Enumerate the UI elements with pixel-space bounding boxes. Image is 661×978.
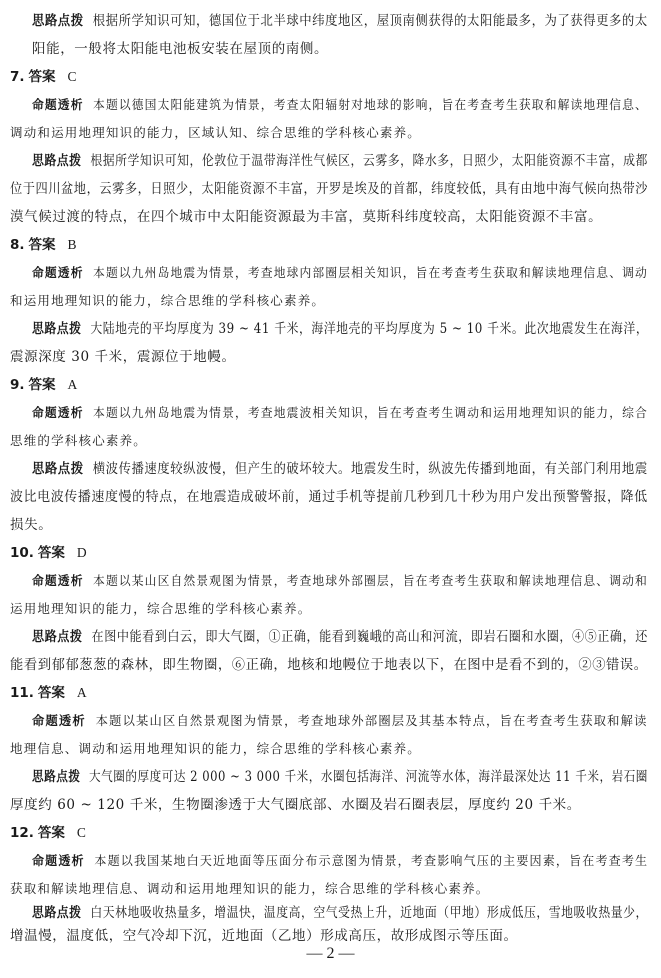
q8-explanation-cont: 震源深度 30 千米，震源位于地幔。	[10, 349, 236, 365]
q11-analysis-cont: 地理信息、调动和运用地理知识的能力，综合思维的学科核心素养。	[10, 741, 422, 756]
q7-explanation: 思路点拨 根据所学知识可知，伦敦位于温带海洋性气候区，云雾多，降水多，日照少，太阳能资源不丰富，成都	[32, 153, 648, 169]
q11-analysis: 命题透析 本题以某山区自然景观图为情景，考查地球外部圈层及其基本特点，旨在考查考生获取和解读	[32, 713, 648, 728]
q7-explanation-cont: 漠气候过渡的特点，在四个城市中太阳能资源最为丰富，莫斯科纬度较高，太阳能资源不丰富。	[10, 209, 603, 225]
explanation-line	[32, 40, 328, 58]
question-8-header: 8. 答案 B	[10, 237, 77, 253]
q12-explanation: 思路点拨 白天林地吸收热量多，增温快，温度高，空气受热上升，近地面（甲地）形成低压，雪地吸收热量少，	[32, 905, 648, 921]
question-7-header: 7. 答案 C	[10, 69, 77, 85]
question-11-header: 11. 答案 A	[10, 685, 87, 701]
explanation-line	[32, 12, 648, 30]
page-number: — 2 —	[306, 945, 355, 962]
q7-explanation-cont: 位于四川盆地，云雾多，日照少，太阳能资源不丰富，开罗是埃及的首都，纬度较低，具有由地中海气候向热带沙	[10, 181, 649, 197]
text: 根据所学知识可知，德国位于北半球中纬度地区，屋顶南侧获得的太阳能最多，为了获得更多的太	[92, 13, 648, 29]
q7-analysis-cont: 调动和运用地理知识的能力，区域认知、综合思维的学科核心素养。	[10, 125, 422, 140]
question-9-header: 9. 答案 A	[10, 377, 78, 393]
q9-explanation: 思路点拨 横波传播速度较纵波慢，但产生的破坏较大。地震发生时，纵波先传播到地面，有关部门利用地震	[32, 461, 648, 477]
q10-analysis-cont: 运用地理知识的能力，综合思维的学科核心素养。	[10, 601, 312, 616]
q12-analysis-cont: 获取和解读地理信息、调动和运用地理知识的能力，综合思维的学科核心素养。	[10, 881, 490, 896]
question-12-header: 12. 答案 C	[10, 825, 86, 841]
q10-explanation: 思路点拨 在图中能看到白云，即大气圈，①正确，能看到巍峨的高山和河流，即岩石圈和水圈，④⑤正确，还	[32, 629, 648, 645]
q12-analysis: 命题透析 本题以我国某地白天近地面等压面分布示意图为情景，考查影响气压的主要因素，旨在考查考生	[32, 853, 649, 868]
q8-explanation: 思路点拨 大陆地壳的平均厚度为 39 ~ 41 千米，海洋地壳的平均厚度为 5 ~ 10 千米。此次地震发生在海洋，	[32, 321, 649, 337]
q10-analysis: 命题透析 本题以某山区自然景观图为情景，考查地球外部圈层，旨在考查考生获取和解读地理信息、调动和	[32, 573, 648, 588]
text: 阳能，一般将太阳能电池板安装在屋顶的南侧。	[32, 41, 329, 57]
q11-explanation-cont: 厚度约 60 ~ 120 千米，生物圈渗透于大气圈底部、水圈及岩石圈表层，厚度约 20 千米。	[10, 797, 581, 813]
q9-analysis: 命题透析 本题以九州岛地震为情景，考查地震波相关知识，旨在考查考生调动和运用地理知识的能力，综合	[32, 405, 648, 420]
question-10-header: 10. 答案 D	[10, 545, 87, 561]
section-label: 思路点拨	[32, 13, 84, 29]
q8-analysis: 命题透析 本题以九州岛地震为情景，考查地球内部圈层相关知识，旨在考查考生获取和解读地理信息、调动	[32, 265, 648, 280]
q8-analysis-cont: 和运用地理知识的能力，综合思维的学科核心素养。	[10, 293, 326, 308]
q9-explanation-cont: 波比电波传播速度慢的特点，在地震造成破坏前，通过手机等提前几秒到几十秒为用户发出预警警报，降低	[10, 489, 648, 505]
q11-explanation: 思路点拨 大气圈的厚度可达 2 000 ~ 3 000 千米，水圈包括海洋、河流等水体，海洋最深处达 11 千米，岩石圈	[32, 769, 648, 785]
q7-analysis: 命题透析 本题以德国太阳能建筑为情景，考查太阳辐射对地球的影响，旨在考查考生获取和解读地理信息、	[32, 97, 648, 112]
q9-analysis-cont: 思维的学科核心素养。	[10, 433, 148, 448]
q10-explanation-cont: 能看到郁郁葱葱的森林，即生物圈，⑥正确，地核和地幔位于地表以下，在图中是看不到的，②③错误。	[10, 657, 648, 673]
q12-explanation-cont: 增温慢，温度低，空气冷却下沉，近地面（乙地）形成高压，故形成图示等压面。	[10, 928, 518, 944]
q9-explanation-cont: 损失。	[10, 517, 53, 533]
